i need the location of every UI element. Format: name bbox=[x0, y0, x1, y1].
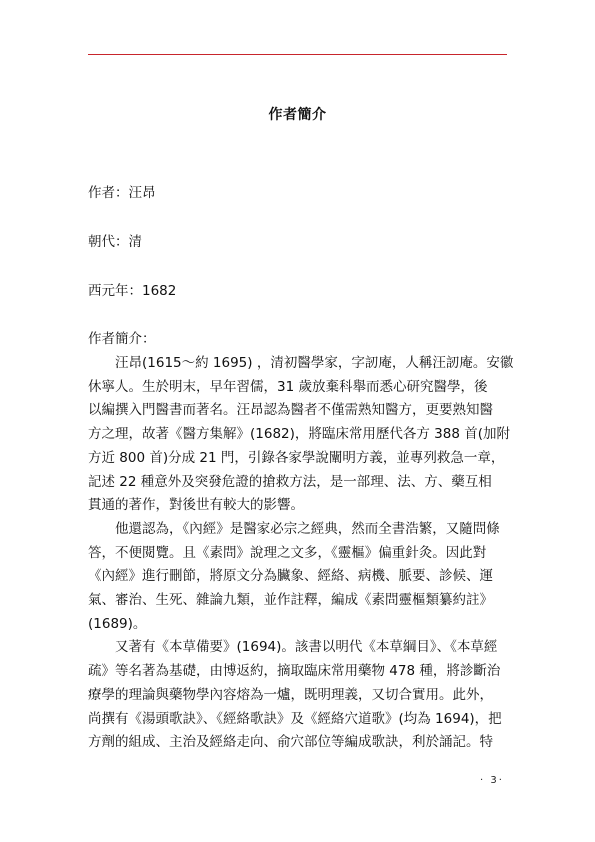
body-line: (1689)。 bbox=[88, 615, 147, 632]
body-line: 記述 22 種意外及突發危證的搶救方法，是一部理、法、方、藥互相 bbox=[88, 473, 492, 490]
author-field: 作者：汪昂 bbox=[88, 185, 156, 201]
page-title: 作者簡介 bbox=[268, 107, 327, 123]
body-line: 休寧人。生於明末，早年習儒，31 歲放棄科舉而悉心研究醫學，後 bbox=[88, 378, 488, 395]
body-line: 汪昂(1615～約 1695) ，清初醫學家，字訒庵，人稱汪訒庵。安徽 bbox=[115, 355, 514, 371]
page-number: · 3· bbox=[480, 775, 504, 786]
dynasty-field: 朝代：清 bbox=[88, 234, 142, 250]
body-line: 疏》等名著為基礎，由博返約，摘取臨床常用藥物 478 種，將診斷治 bbox=[88, 663, 501, 680]
body-line: 方之理，故著《醫方集解》(1682)，將臨床常用歷代各方 388 首(加附 bbox=[88, 426, 511, 443]
body-line: 尚撰有《湯頭歌訣》、《經絡歌訣》及《經絡穴道歌》(均為 1694)，把 bbox=[88, 710, 502, 727]
body-line: 答，不便閱覽。且《素問》說理之文多，《靈樞》偏重針灸。因此對 bbox=[88, 544, 487, 561]
header-rule bbox=[88, 54, 507, 55]
body-line: 氣、審治、生死、雜論九類，並作註釋，編成《素問靈樞類纂約註》 bbox=[88, 592, 493, 609]
year-field: 西元年：1682 bbox=[88, 283, 177, 299]
intro-label: 作者簡介： bbox=[88, 331, 156, 347]
body-line: 貫通的著作，對後世有較大的影響。 bbox=[88, 497, 304, 514]
body-line: 以編撰入門醫書而著名。汪昂認為醫者不僅需熟知醫方，更要熟知醫 bbox=[88, 402, 493, 419]
body-line: 他還認為，《內經》是醫家必宗之經典，然而全書浩繁，又隨問條 bbox=[115, 520, 500, 537]
body-line: 方近 800 首)分成 21 門，引錄各家學說闡明方義，並專列救急一章， bbox=[88, 449, 505, 466]
body-line: 又著有《本草備要》(1694)。該書以明代《本草綱目》、《本草經 bbox=[115, 639, 498, 656]
body-line: 療學的理論與藥物學內容熔為一爐，既明理義，又切合實用。此外， bbox=[88, 686, 493, 703]
biography-body bbox=[88, 352, 514, 755]
body-line: 《內經》進行刪節，將原文分為臟象、經絡、病機、脈要、診候、運 bbox=[88, 568, 493, 585]
body-line: 方劑的組成、主治及經絡走向、俞穴部位等編成歌訣，利於誦記。特 bbox=[88, 734, 493, 751]
